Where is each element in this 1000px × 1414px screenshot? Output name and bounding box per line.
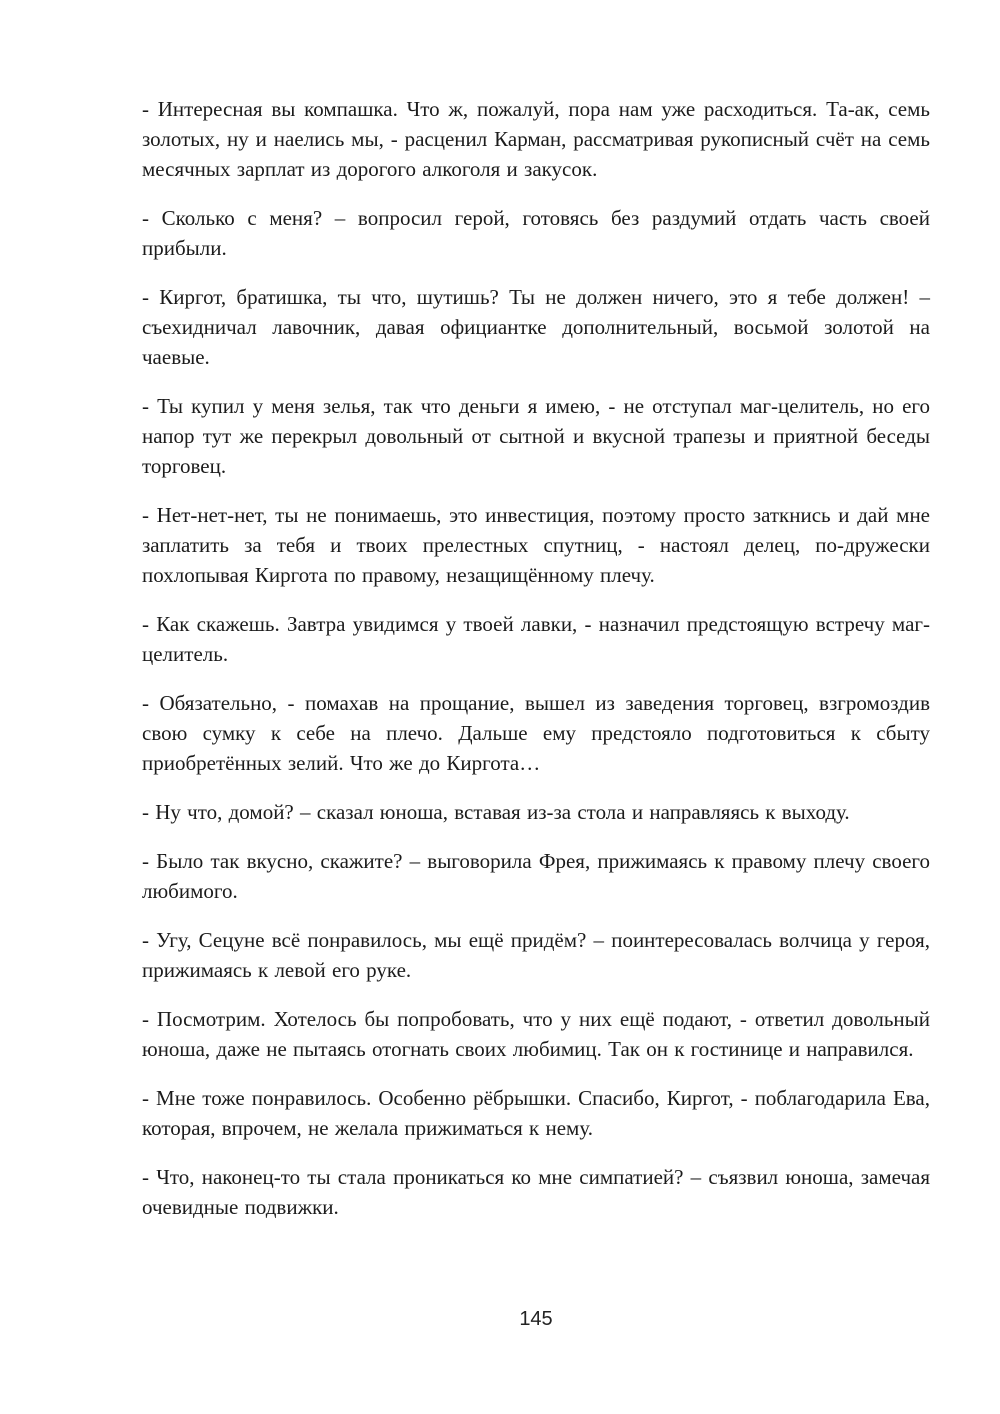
paragraph: - Мне тоже понравилось. Особенно рёбрышки. Спасибо, Киргот, - поблагодарила Ева, которая, впрочем, не желала прижиматься к нему.	[142, 1086, 930, 1140]
paragraph: - Что, наконец-то ты стала проникаться ко мне симпатией? – съязвил юноша, замечая очевидные подвижки.	[142, 1165, 930, 1219]
paragraph: - Посмотрим. Хотелось бы попробовать, что у них ещё подают, - ответил довольный юноша, даже не пытаясь отогнать своих любимиц. Так он к гостинице и направился.	[142, 1007, 930, 1061]
paragraph: - Интересная вы компашка. Что ж, пожалуй, пора нам уже расходиться. Та-ак, семь золотых, ну и наелись мы, - расценил Карман, рассматривая рукописный счёт на семь месячных зарплат из дорогого алкоголя и закусок.	[142, 97, 930, 181]
paragraph: - Сколько с меня? – вопросил герой, готовясь без раздумий отдать часть своей прибыли.	[142, 206, 930, 260]
paragraph: - Ну что, домой? – сказал юноша, вставая из-за стола и направляясь к выходу.	[142, 800, 850, 824]
paragraph: - Ты купил у меня зелья, так что деньги я имею, - не отступал маг-целитель, но его напор тут же перекрыл довольный от сытной и вкусной трапезы и приятной беседы торговец.	[142, 394, 930, 478]
paragraph: - Обязательно, - помахав на прощание, вышел из заведения торговец, взгромоздив свою сумку к себе на плечо. Дальше ему предстояло подготовиться к сбыту приобретённых зелий. Что же до Киргота…	[142, 691, 930, 775]
paragraph: - Нет-нет-нет, ты не понимаешь, это инвестиция, поэтому просто заткнись и дай мне заплатить за тебя и твоих прелестных спутниц, - настоял делец, по-дружески похлопывая Киргота по правому, незащищённому плечу.	[142, 503, 930, 587]
paragraph: - Как скажешь. Завтра увидимся у твоей лавки, - назначил предстоящую встречу маг-целитель.	[142, 612, 930, 666]
paragraph: - Киргот, братишка, ты что, шутишь? Ты не должен ничего, это я тебе должен! – съехидничал лавочник, давая официантке дополнительный, восьмой золотой на чаевые.	[142, 285, 930, 369]
paragraph: - Было так вкусно, скажите? – выговорила Фрея, прижимаясь к правому плечу своего любимого.	[142, 849, 930, 903]
page-number: 145	[519, 1308, 553, 1330]
text-block	[142, 94, 930, 1241]
paragraph: - Угу, Сецуне всё понравилось, мы ещё придём? – поинтересовалась волчица у героя, прижимаясь к левой его руке.	[142, 928, 930, 982]
